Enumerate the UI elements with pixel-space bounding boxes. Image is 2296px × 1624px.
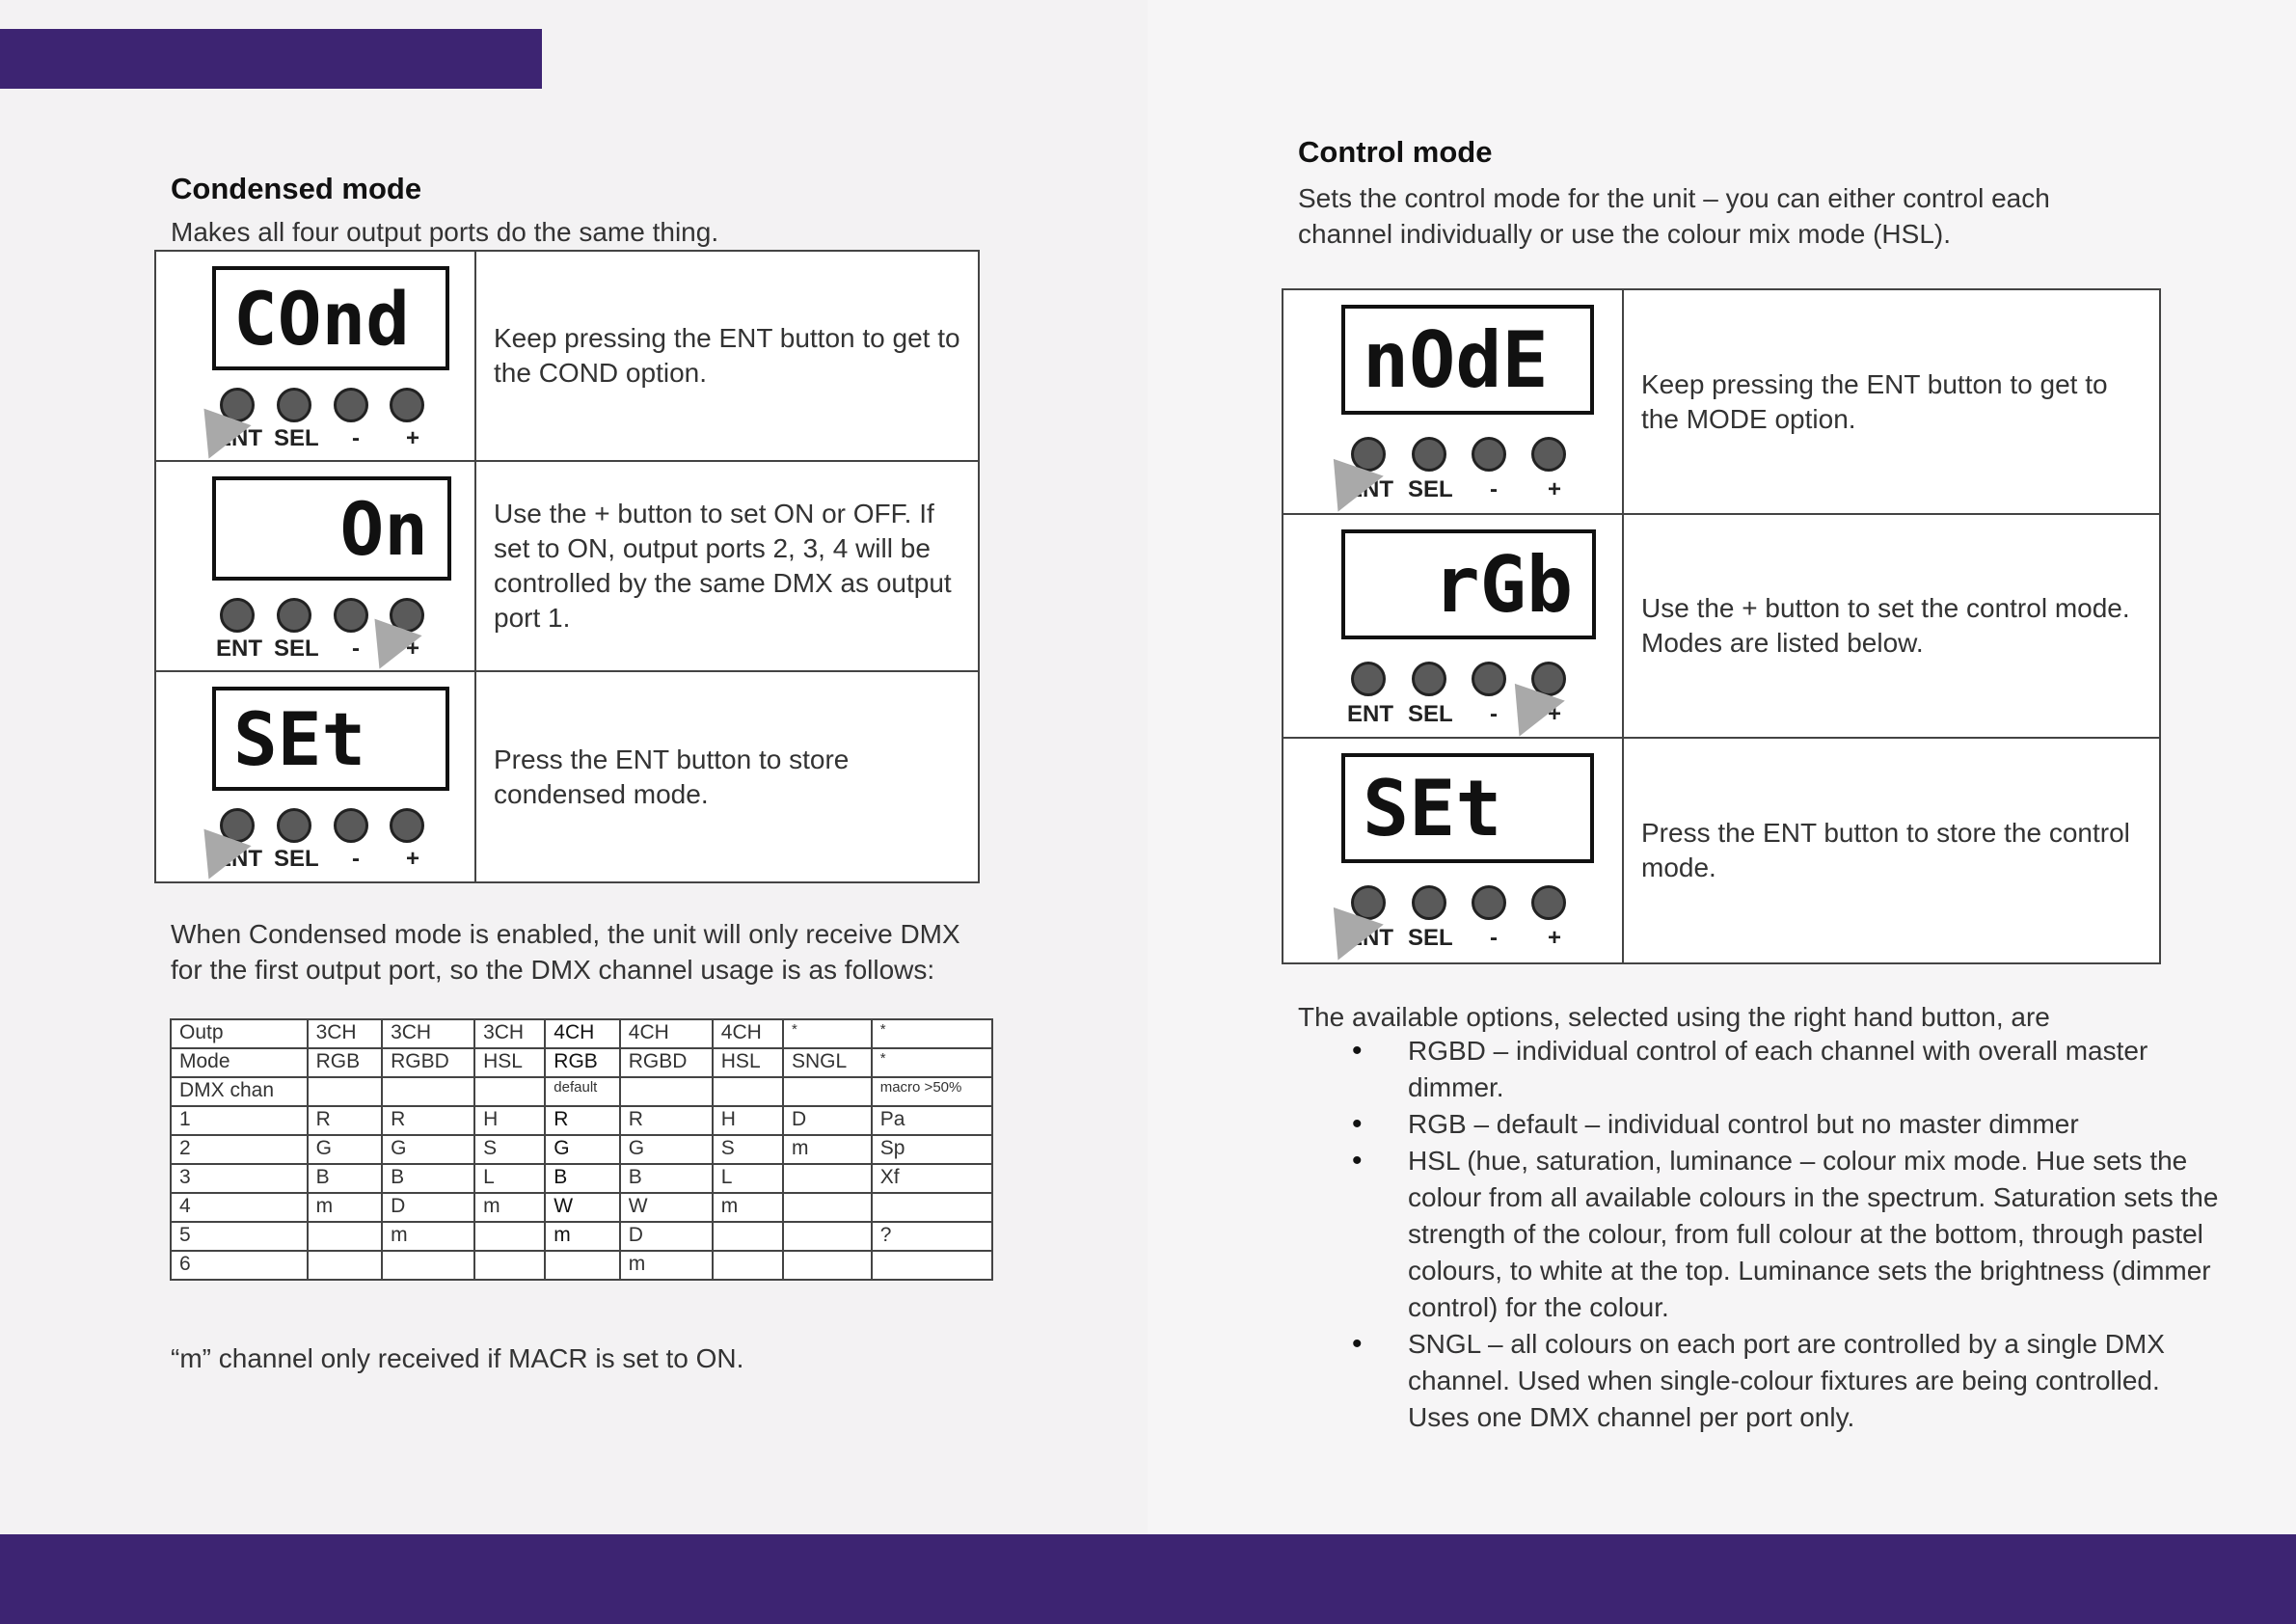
table-cell [474, 1222, 545, 1251]
plus-button [390, 388, 424, 422]
table-cell [783, 1077, 872, 1106]
table-row [171, 1077, 992, 1106]
table-cell: RGBD [620, 1048, 713, 1077]
table-cell: RGB [308, 1048, 382, 1077]
table-cell: RGB [545, 1048, 619, 1077]
table-cell: D [783, 1106, 872, 1135]
table-cell [872, 1251, 992, 1280]
table-cell [620, 1077, 713, 1106]
table-cell: G [308, 1135, 382, 1164]
minus-label: - [1490, 701, 1498, 727]
ent-label: ENT [216, 636, 262, 662]
table-cell: HSL [474, 1048, 545, 1077]
table-cell: H [474, 1106, 545, 1135]
step-text: Use the + button to set ON or OFF. If set to ON, output ports 2, 3, 4 will be controlled by the same DMX as output port 1. [494, 499, 952, 633]
table-cell [713, 1222, 783, 1251]
sel-button [1412, 437, 1446, 472]
table-cell: 3 [171, 1164, 308, 1193]
minus-label: - [1490, 476, 1498, 502]
table-cell: B [620, 1164, 713, 1193]
minus-button [334, 388, 368, 422]
table-row [171, 1019, 992, 1048]
table-cell: D [620, 1222, 713, 1251]
sel-button [1412, 885, 1446, 920]
table-cell [713, 1077, 783, 1106]
table-cell: RGBD [382, 1048, 474, 1077]
table-cell [382, 1077, 474, 1106]
plus-label: + [1548, 925, 1562, 951]
control-mode-intro: Sets the control mode for the unit – you can either control each channel individually or use the colour mix mode (HSL). [1298, 183, 2050, 249]
table-cell: SNGL [783, 1048, 872, 1077]
control-step [1283, 290, 2159, 515]
plus-button [1531, 885, 1566, 920]
table-cell: * [872, 1019, 992, 1048]
table-cell [872, 1193, 992, 1222]
step-text: Keep pressing the ENT button to get to the MODE option. [1641, 368, 2108, 434]
sel-button [1412, 662, 1446, 696]
ent-label: ENT [1347, 701, 1393, 727]
table-cell: HSL [713, 1048, 783, 1077]
table-row [171, 1222, 992, 1251]
table-cell: macro >50% [872, 1077, 992, 1106]
table-cell: B [382, 1164, 474, 1193]
table-cell: m [382, 1222, 474, 1251]
table-cell: 3CH [308, 1019, 382, 1048]
table-cell: 2 [171, 1135, 308, 1164]
control-step [1283, 515, 2159, 739]
table-cell: G [545, 1135, 619, 1164]
table-cell: L [474, 1164, 545, 1193]
lcd-display: On [212, 476, 451, 581]
minus-button [1472, 662, 1506, 696]
control-panel-image [156, 672, 476, 881]
ent-label: ENT [1347, 925, 1393, 951]
table-cell: ? [872, 1222, 992, 1251]
minus-button [334, 808, 368, 843]
table-row [171, 1251, 992, 1280]
list-item: • RGBD – individual control of each channel with overall master dimmer. [1408, 1033, 2228, 1106]
sel-button [277, 808, 311, 843]
sel-label: SEL [274, 846, 319, 872]
table-cell: 5 [171, 1222, 308, 1251]
list-item: • RGB – default – individual control but no master dimmer [1408, 1106, 2228, 1143]
table-cell: R [545, 1106, 619, 1135]
minus-button [1472, 437, 1506, 472]
table-cell: 3CH [474, 1019, 545, 1048]
table-cell: Xf [872, 1164, 992, 1193]
control-mode-options-list [1337, 1033, 2228, 1436]
table-cell: G [620, 1135, 713, 1164]
step-text: Use the + button to set the control mode. Modes are listed below. [1641, 593, 2130, 658]
table-cell: W [620, 1193, 713, 1222]
table-cell [474, 1077, 545, 1106]
table-cell: 4 [171, 1193, 308, 1222]
table-cell: B [308, 1164, 382, 1193]
plus-label: + [406, 425, 420, 451]
condensed-step [156, 462, 978, 672]
table-cell: m [713, 1193, 783, 1222]
condensed-step [156, 252, 978, 462]
sel-label: SEL [1408, 476, 1453, 502]
table-cell: S [474, 1135, 545, 1164]
sel-button [277, 388, 311, 422]
table-cell: m [620, 1251, 713, 1280]
lcd-display: nOdE [1341, 305, 1594, 415]
sel-label: SEL [274, 636, 319, 662]
lcd-display: SEt [1341, 753, 1594, 863]
table-cell: 1 [171, 1106, 308, 1135]
table-cell: R [382, 1106, 474, 1135]
sel-button [277, 598, 311, 633]
minus-label: - [352, 425, 360, 451]
table-cell: L [713, 1164, 783, 1193]
table-cell: S [713, 1135, 783, 1164]
plus-label: + [1548, 701, 1562, 727]
condensed-mode-heading: Condensed mode [171, 172, 422, 205]
table-cell [474, 1251, 545, 1280]
minus-label: - [1490, 925, 1498, 951]
control-step [1283, 739, 2159, 962]
control-panel-image [1283, 739, 1624, 962]
table-cell: m [474, 1193, 545, 1222]
table-cell: W [545, 1193, 619, 1222]
control-panel-image [1283, 515, 1624, 737]
table-cell: H [713, 1106, 783, 1135]
step-text: Press the ENT button to store the control mode. [1641, 818, 2130, 882]
options-intro: The available options, selected using the right hand button, are [1298, 1002, 2050, 1032]
table-cell: Sp [872, 1135, 992, 1164]
minus-button [1472, 885, 1506, 920]
lcd-display: SEt [212, 687, 449, 791]
table-cell: m [308, 1193, 382, 1222]
plus-button [1531, 437, 1566, 472]
table-row [171, 1193, 992, 1222]
table-cell: m [783, 1135, 872, 1164]
ent-button [1351, 662, 1386, 696]
control-panel-image [156, 252, 476, 460]
ent-label: ENT [216, 425, 262, 451]
table-row [171, 1164, 992, 1193]
condensed-steps-table [154, 250, 980, 883]
lcd-display: rGb [1341, 529, 1596, 639]
table-cell [783, 1193, 872, 1222]
plus-label: + [406, 636, 420, 662]
ent-label: ENT [1347, 476, 1393, 502]
table-cell: * [872, 1048, 992, 1077]
table-cell: 4CH [713, 1019, 783, 1048]
sel-label: SEL [1408, 925, 1453, 951]
step-text: Keep pressing the ENT button to get to the COND option. [494, 323, 960, 388]
table-cell [713, 1251, 783, 1280]
table-cell: 4CH [545, 1019, 619, 1048]
condensed-step [156, 672, 978, 881]
table-cell [783, 1222, 872, 1251]
lcd-display: COnd [212, 266, 449, 370]
table-cell: DMX chan [171, 1077, 308, 1106]
list-item: • HSL (hue, saturation, luminance – colour mix mode. Hue sets the colour from all available colours in the spectrum. Saturation sets the strength of the colour, from full colour at the bottom, through pastel colours, to white at the top. Luminance sets the brightness (dimmer control) for the colour. [1408, 1143, 2228, 1326]
table-cell: Mode [171, 1048, 308, 1077]
table-cell: R [308, 1106, 382, 1135]
table-row [171, 1106, 992, 1135]
table-cell [783, 1251, 872, 1280]
table-cell: R [620, 1106, 713, 1135]
minus-label: - [352, 636, 360, 662]
table-cell: m [545, 1222, 619, 1251]
table-cell: Outp [171, 1019, 308, 1048]
table-cell [308, 1222, 382, 1251]
table-cell: Pa [872, 1106, 992, 1135]
dmx-channel-table [170, 1018, 993, 1281]
top-accent-bar [0, 29, 542, 89]
table-cell [783, 1164, 872, 1193]
table-cell: 4CH [620, 1019, 713, 1048]
table-cell: B [545, 1164, 619, 1193]
table-cell: G [382, 1135, 474, 1164]
list-item: • SNGL – all colours on each port are controlled by a single DMX channel. Used when single-colour fixtures are being controlled. Uses one DMX channel per port only. [1408, 1326, 2228, 1436]
control-panel-image [156, 462, 476, 670]
ent-label: ENT [216, 846, 262, 872]
footer-bar [0, 1534, 2296, 1624]
ent-button [220, 598, 255, 633]
sel-label: SEL [274, 425, 319, 451]
table-row [171, 1135, 992, 1164]
condensed-mode-intro: Makes all four output ports do the same thing. [171, 217, 719, 247]
table-cell [308, 1077, 382, 1106]
table-cell [308, 1251, 382, 1280]
table-cell: D [382, 1193, 474, 1222]
macro-footnote: “m” channel only received if MACR is set to ON. [171, 1343, 744, 1373]
step-text: Press the ENT button to store condensed mode. [494, 744, 850, 809]
plus-label: + [1548, 476, 1562, 502]
table-cell: default [545, 1077, 619, 1106]
minus-label: - [352, 846, 360, 872]
table-cell: * [783, 1019, 872, 1048]
table-cell [545, 1251, 619, 1280]
control-panel-image [1283, 290, 1624, 513]
sel-label: SEL [1408, 701, 1453, 727]
control-steps-table [1282, 288, 2161, 964]
table-cell: 6 [171, 1251, 308, 1280]
plus-button [390, 808, 424, 843]
control-mode-heading: Control mode [1298, 135, 1493, 169]
table-cell [382, 1251, 474, 1280]
plus-label: + [406, 846, 420, 872]
condensed-usage-text: When Condensed mode is enabled, the unit will only receive DMX for the first output port, so the DMX channel usage is as follows: [171, 919, 960, 985]
table-row [171, 1048, 992, 1077]
table-cell: 3CH [382, 1019, 474, 1048]
